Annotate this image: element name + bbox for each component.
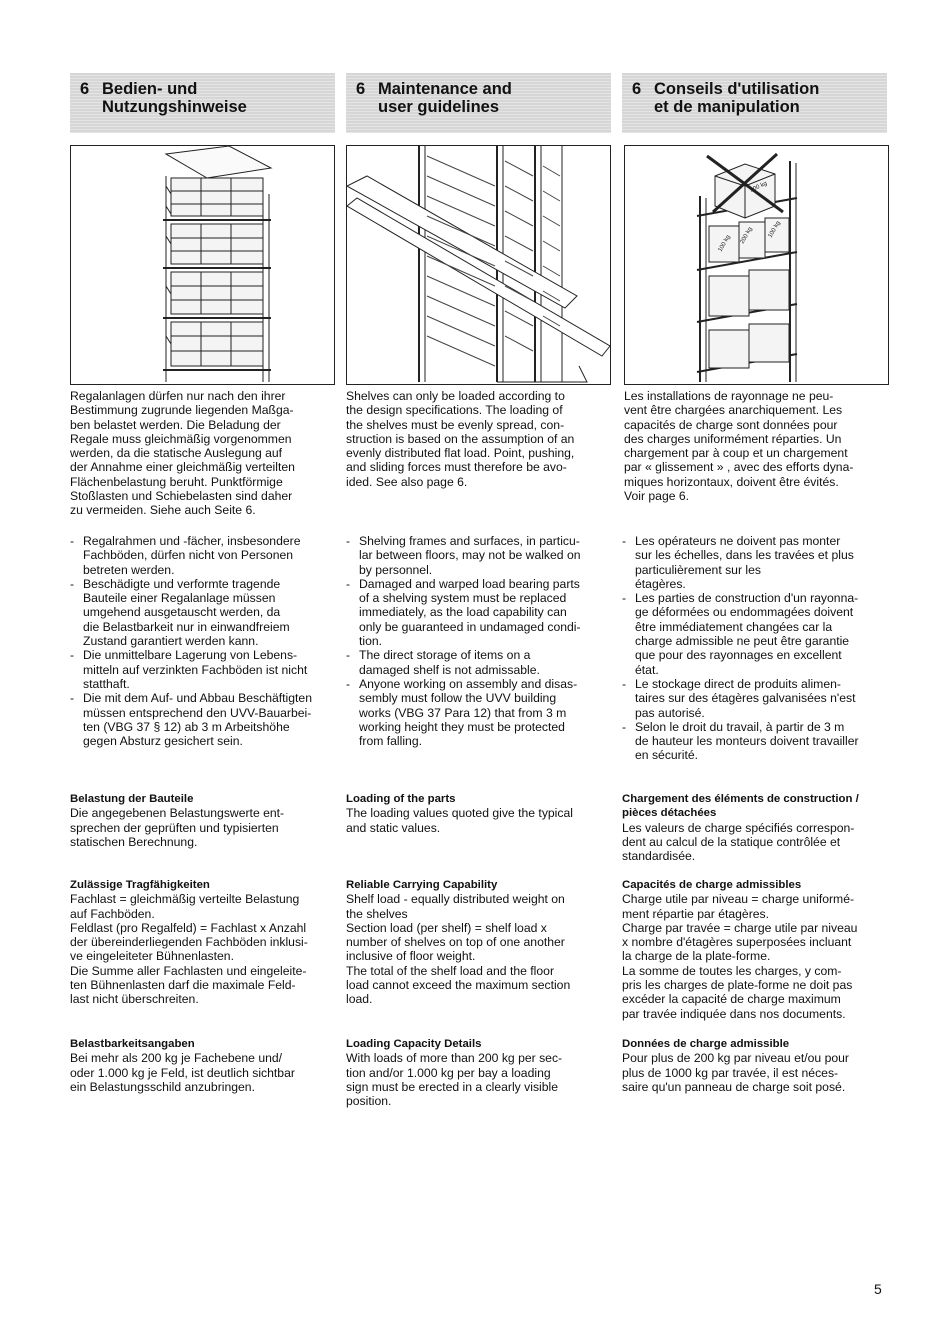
- load-section: [622, 792, 890, 863]
- section-heading: Belastung der Bauteile: [70, 793, 194, 805]
- list-item: - Die unmittelbare Lagerung von Lebens- mitteln auf verzinkten Fachböden ist nicht statthaft.: [70, 648, 335, 691]
- list-item: - Le stockage direct de produits alimen- taires sur des étagères galvanisées n'est pas autorisé.: [622, 677, 887, 720]
- section-number: 6: [80, 80, 90, 98]
- section-heading: Données de charge admissible: [622, 1038, 790, 1050]
- section-body: With loads of more than 200 kg per sec- tion and/or 1.000 kg per bay a loading sign must be erected in a clearly visible position.: [346, 1051, 563, 1109]
- section-body: Les valeurs de charge spécifiés correspon- dent au calcul de la statique contrôlée et standardisée.: [622, 820, 855, 864]
- section-body: The loading values quoted give the typical and static values.: [346, 806, 573, 835]
- load-section: [70, 792, 338, 849]
- load-label-top: 300 kg: [749, 180, 769, 194]
- capacity-section: [622, 878, 890, 1021]
- list-item: - The direct storage of items on a damaged shelf is not admissable.: [346, 648, 611, 677]
- capacity-details-section: [70, 1037, 338, 1094]
- intro-text: Les installations de rayonnage ne peu- vent être chargées anarchiquement. Les capacités de charge sont données pour des charges uniformément réparties. Un chargement par à coup et un chargement par « glissement » , avec des efforts dyna- miques horizontaux, doivent être évités. Voir page 6.: [624, 389, 854, 504]
- list-item: - Selon le droit du travail, à partir de 3 m de hauteur les monteurs doivent travailler en sécurité.: [622, 720, 887, 763]
- section-number: 6: [632, 80, 642, 98]
- section-body: Charge utile par niveau = charge uniformé- ment répartie par étagères. Charge par travée = charge utile par niveau x nombre d'étagères superposées incluant la charge de la plate-forme. La somme de toutes les charges, y com- pris les charges de plate-forme ne doit pas excéder la capacité de charge maximum par travée indiquée dans nos documents.: [622, 892, 858, 1021]
- list-item: - Beschädigte und verformte tragende Bauteile einer Regalanlage müssen umgehend ausgetauscht werden, da die Belastbarkeit nur in einwandfreiem Zustand garantiert werden kann.: [70, 577, 335, 648]
- guideline-list: [622, 534, 887, 763]
- section-title: Maintenance and user guidelines: [378, 80, 512, 116]
- intro-text: Regalanlagen dürfen nur nach den ihrer Bestimmung zugrunde liegenden Maßga- ben belastet werden. Die Beladung der Regale muss gleichmäßig vorgenommen werden, da die statische Auslegung auf der Annahme einer gleichmäßig verteilten Flächenbelastung beruht. Punktförmige Stoßlasten und Schiebelasten sind daher zu vermeiden. Siehe auch Seite 6.: [70, 389, 295, 518]
- shelving-illustration-de: [71, 146, 334, 384]
- capacity-section: [70, 878, 338, 1007]
- load-label-left: 100 kg: [717, 234, 732, 253]
- section-header-de: [70, 73, 335, 133]
- section-heading: Capacités de charge admissibles: [622, 879, 802, 891]
- section-body: Fachlast = gleichmäßig verteilte Belastung auf Fachböden. Feldlast (pro Regalfeld) = Fachlast x Anzahl der übereinderliegenden Fachböden inklusi- ve eingeleiteter Bühnenlasten. Die Summe aller Fachlasten und eingeleite- ten Bühnenlasten darf die maximale Feld- last nicht überschreiten.: [70, 892, 308, 1007]
- list-item: - Damaged and warped load bearing parts of a shelving system must be replaced immediately, as the load capability can only be guaranteed in undamaged condi- tion.: [346, 577, 611, 648]
- load-section: [346, 792, 614, 835]
- capacity-details-section: [622, 1037, 890, 1094]
- intro-text: Shelves can only be loaded according to the design specifications. The loading of the shelves must be evenly spread, con- struction is based on the assumption of an evenly distributed flat load. Point, pushing, and sliding forces must therefore be avo- ided. See also page 6.: [346, 389, 575, 489]
- section-heading: Loading Capacity Details: [346, 1038, 482, 1050]
- section-heading: Belastbarkeitsangaben: [70, 1038, 195, 1050]
- section-header-en: [346, 73, 611, 133]
- section-body: Shelf load - equally distributed weight on the shelves Section load (per shelf) = shelf load x number of shelves on top of one another inclusive of floor weight. The total of the shelf load and the floor load cannot exceed the maximum section load.: [346, 892, 571, 1007]
- load-label-right: 100 kg: [767, 220, 782, 239]
- section-heading: Zulässige Tragfähigkeiten: [70, 879, 210, 891]
- section-header-fr: [622, 73, 887, 133]
- section-body: Die angegebenen Belastungswerte ent- sprechen der geprüften und typisierten statischen Berechnung.: [70, 806, 285, 849]
- capacity-details-section: [346, 1037, 614, 1108]
- shelving-illustration-en: [347, 146, 610, 384]
- list-item: - Anyone working on assembly and disas- sembly must follow the UVV building works (VBG 37 Para 12) that from 3 m working height they must be protected from falling.: [346, 677, 611, 748]
- section-heading: Loading of the parts: [346, 793, 456, 805]
- list-item: - Die mit dem Auf- und Abbau Beschäftigten müssen entsprechend den UVV-Bauarbei- ten (VBG 37 § 12) ab 3 m Arbeitshöhe gegen Absturz gesichert sein.: [70, 691, 335, 748]
- figure-loaded-shelving: [70, 145, 335, 385]
- section-body: Pour plus de 200 kg par niveau et/ou pour plus de 1000 kg par travée, il est néces- saire qu'un panneau de charge soit posé.: [622, 1051, 849, 1094]
- list-item: - Les parties de construction d'un rayonna- ge déformées ou endommagées doivent être immédiatement changées car la charge admissible ne peut être garantie que pour des rayonnages en excellent état.: [622, 591, 887, 677]
- figure-load-labels: [624, 145, 889, 385]
- load-label-middle: 200 kg: [739, 226, 754, 245]
- section-title: Bedien- und Nutzungshinweise: [102, 80, 247, 116]
- guideline-list: [346, 534, 611, 748]
- capacity-section: [346, 878, 614, 1007]
- list-item: - Shelving frames and surfaces, in particu- lar between floors, may not be walked on by personnel.: [346, 534, 611, 577]
- figure-shelving-perspective: [346, 145, 611, 385]
- section-heading: Reliable Carrying Capability: [346, 879, 498, 891]
- section-heading: Chargement des éléments de construction / pièces détachées: [622, 793, 859, 820]
- section-number: 6: [356, 80, 366, 98]
- list-item: - Regalrahmen und -fächer, insbesondere Fachböden, dürfen nicht von Personen betreten werden.: [70, 534, 335, 577]
- shelving-illustration-fr: [625, 146, 888, 384]
- section-title: Conseils d'utilisation et de manipulation: [654, 80, 820, 116]
- section-body: Bei mehr als 200 kg je Fachebene und/ oder 1.000 kg je Feld, ist deutlich sichtbar ein Belastungsschild anzubringen.: [70, 1051, 295, 1094]
- list-item: - Les opérateurs ne doivent pas monter sur les échelles, dans les travées et plus particulièrement sur les étagères.: [622, 534, 887, 591]
- guideline-list: [70, 534, 335, 748]
- page-number: 5: [874, 1281, 882, 1297]
